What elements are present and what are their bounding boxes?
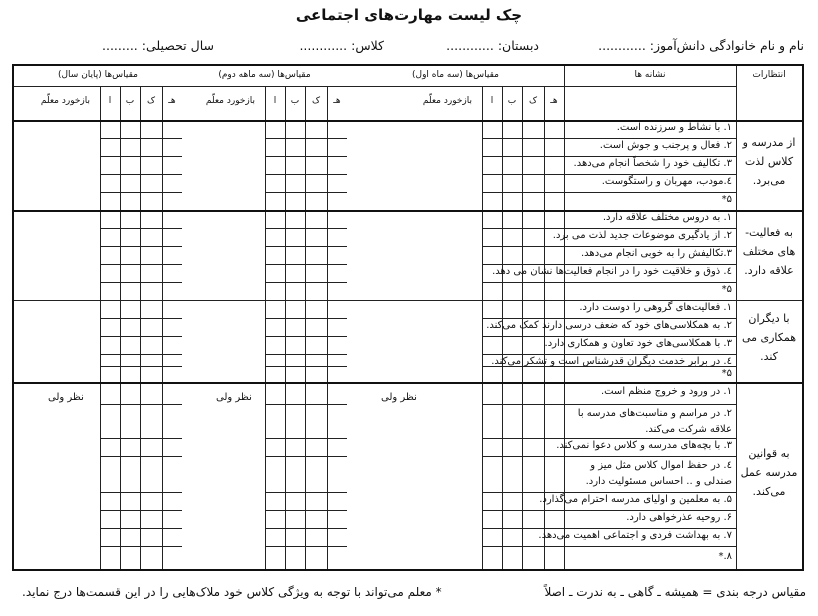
item-row-rule (564, 336, 736, 337)
item-row-rule (482, 138, 564, 139)
item-row-rule (100, 264, 182, 265)
item-row-rule (265, 438, 347, 439)
item-row-rule (265, 510, 347, 511)
header-expectations: انتظارات (752, 70, 786, 80)
item-row-rule (482, 192, 564, 193)
indicator-item: ۶. روحیه عذرخواهی دارد. (626, 512, 732, 523)
indicator-item: ۳. با همکلاسی‌های خود تعاون و همکاری دارد. (544, 338, 732, 349)
item-row-rule (265, 228, 347, 229)
section-rule (14, 300, 802, 301)
indicator-item: ٤. در برابر خدمت دیگران قدرشناس است و تشکر می‌کند. (491, 356, 732, 367)
item-row-rule (100, 282, 182, 283)
expectation-label: با دیگران همکاری می کند. (741, 312, 797, 363)
column-divider (736, 66, 737, 569)
item-row-rule (564, 138, 736, 139)
indicator-item: ٤. ذوق و خلاقیت خود را در انجام فعالیت‌ها نشان می دهد. (492, 266, 732, 277)
item-row-rule (482, 318, 564, 319)
indicator-item: ۵* (721, 368, 732, 379)
item-row-rule (265, 336, 347, 337)
scale-column-divider (482, 86, 483, 569)
item-row-rule (100, 366, 182, 367)
indicator-item: ۸.* (718, 550, 732, 562)
scale-column-divider (162, 86, 163, 569)
item-row-rule (100, 228, 182, 229)
item-row-rule (265, 174, 347, 175)
scale-subheader: ب (290, 96, 300, 106)
school-field: دبستان: ............ (446, 38, 539, 53)
item-row-rule (265, 318, 347, 319)
indicator-item: ۳. تکالیف خود را شخصاً انجام می‌دهد. (573, 158, 732, 169)
item-row-rule (564, 456, 736, 457)
item-row-rule (482, 246, 564, 247)
scale-group-header: مقیاس‌ها (سه ماهه دوم) (218, 70, 311, 80)
item-row-rule (564, 318, 736, 319)
scale-subheader: هـ (550, 96, 558, 106)
item-row-rule (482, 510, 564, 511)
indicator-item: ۲. در مراسم و مناسبت‌های مدرسه با علاقه شرکت می‌کند. (577, 408, 732, 435)
scale-subheader: هـ (333, 96, 341, 106)
item-row-rule (482, 336, 564, 337)
item-row-rule (482, 354, 564, 355)
item-row-rule (100, 246, 182, 247)
scale-column-divider (305, 86, 306, 569)
student-name-field: نام و نام خانوادگی دانش‌آموز: ............ (598, 38, 804, 53)
expectation-label: از مدرسه و کلاس لذت می‌برد. (742, 136, 796, 187)
item-row-rule (564, 492, 736, 493)
expectation-label: به فعالیت‌-های مختلف علاقه دارد. (742, 226, 796, 277)
item-row-rule (564, 282, 736, 283)
indicator-item: ۵* (721, 194, 732, 205)
item-row-rule (265, 282, 347, 283)
indicator-item: ۳. با بچه‌های مدرسه و کلاس دعوا نمی‌کند. (556, 440, 732, 451)
teacher-feedback-header: بازخورد معلّم (205, 96, 255, 106)
indicator-item: ۵* (721, 284, 732, 295)
item-row-rule (482, 456, 564, 457)
indicator-item: ۵. به معلمین و اولیای مدرسه احترام می‌گذارد. (539, 494, 732, 505)
item-row-rule (100, 156, 182, 157)
item-row-rule (265, 366, 347, 367)
header-divider (14, 86, 736, 87)
item-row-rule (482, 404, 564, 405)
teacher-feedback-header: بازخورد معلّم (40, 96, 90, 106)
section-rule (14, 382, 802, 384)
item-row-rule (100, 404, 182, 405)
item-row-rule (564, 438, 736, 439)
item-row-rule (265, 246, 347, 247)
parent-view-label: نظر ولی (216, 392, 252, 403)
scale-column-divider (327, 86, 328, 569)
item-row-rule (482, 546, 564, 547)
scale-subheader: ک (311, 96, 321, 106)
header-indicators: نشانه ها (634, 70, 666, 80)
scale-subheader: ا (108, 96, 112, 106)
student-info-row (14, 38, 804, 58)
item-row-rule (564, 404, 736, 405)
teacher-feedback-header: بازخورد معلّم (422, 96, 472, 106)
item-row-rule (564, 528, 736, 529)
item-row-rule (564, 192, 736, 193)
item-row-rule (265, 192, 347, 193)
scale-subheader: ا (490, 96, 494, 106)
scale-subheader: ب (507, 96, 517, 106)
item-row-rule (100, 456, 182, 457)
indicator-item: ۱. فعالیت‌های گروهی را دوست دارد. (579, 302, 732, 313)
expectation-label: به قوانین مدرسه عمل می‌کند. (740, 446, 798, 498)
indicator-item: ۲. به همکلاسی‌های خود که ضعف درسی دارند کمک می‌کند. (486, 320, 732, 331)
item-row-rule (564, 246, 736, 247)
parent-view-label: نظر ولی (48, 392, 84, 403)
item-row-rule (564, 510, 736, 511)
footer-scale: مقیاس درجه بندی = همیشه ـ گاهی ـ به ندرت ـ اصلاً (544, 585, 806, 599)
item-row-rule (564, 228, 736, 229)
checklist-table (14, 66, 802, 569)
scale-column-divider (140, 86, 141, 569)
item-row-rule (265, 138, 347, 139)
scale-subheader: ا (273, 96, 277, 106)
item-row-rule (265, 404, 347, 405)
item-row-rule (100, 528, 182, 529)
item-row-rule (482, 282, 564, 283)
item-row-rule (482, 156, 564, 157)
item-row-rule (265, 546, 347, 547)
item-row-rule (265, 354, 347, 355)
item-row-rule (100, 438, 182, 439)
scale-column-divider (100, 86, 101, 569)
item-row-rule (564, 174, 736, 175)
item-row-rule (265, 528, 347, 529)
indicator-item: ۲. از یادگیری موضوعات جدید لذت می برد. (552, 230, 732, 241)
item-row-rule (482, 438, 564, 439)
item-row-rule (265, 156, 347, 157)
item-row-rule (100, 510, 182, 511)
item-row-rule (265, 456, 347, 457)
item-row-rule (100, 318, 182, 319)
item-row-rule (265, 492, 347, 493)
item-row-rule (564, 156, 736, 157)
indicator-item: ۷. به بهداشت فردی و اجتماعی اهمیت می‌دهد. (538, 530, 732, 541)
scale-subheader: ب (125, 96, 135, 106)
indicator-item: ۱. به دروس مختلف علاقه دارد. (602, 212, 732, 223)
page-title: چک لیست مهارت‌های اجتماعی (295, 6, 523, 24)
scale-subheader: ک (528, 96, 538, 106)
scale-group-header: مقیاس‌ها (سه ماه اول) (412, 70, 499, 80)
item-row-rule (482, 528, 564, 529)
footer-note: * معلم می‌تواند با توجه به ویژگی کلاس خود ملاک‌هایی را در این قسمت‌ها درج نماید. (22, 585, 442, 599)
indicator-item: ۲. فعال و پرجنب و جوش است. (599, 140, 732, 151)
scale-subheader: هـ (168, 96, 176, 106)
item-row-rule (482, 174, 564, 175)
item-row-rule (100, 174, 182, 175)
scale-group-header: مقیاس‌ها (پایان سال) (58, 70, 138, 80)
item-row-rule (100, 138, 182, 139)
item-row-rule (564, 546, 736, 547)
item-row-rule (265, 264, 347, 265)
item-row-rule (100, 546, 182, 547)
item-row-rule (564, 264, 736, 265)
indicator-item: ۳.تکالیفش را به خوبی انجام می‌دهد. (581, 248, 732, 259)
indicator-item: ٤. در حفظ اموال کلاس مثل میز و صندلی و .. احساس مسئولیت دارد. (585, 460, 732, 487)
class-field: کلاس: ............ (299, 38, 384, 53)
school-year-field: سال تحصیلی: ......... (102, 38, 214, 53)
item-row-rule (100, 354, 182, 355)
item-row-rule (100, 192, 182, 193)
indicator-item: ۱. در ورود و خروج منظم است. (600, 386, 732, 397)
parent-view-label: نظر ولی (381, 392, 417, 403)
scale-column-divider (120, 86, 121, 569)
indicator-item: ٤.مودب، مهربان و راستگوست. (601, 176, 732, 187)
scale-column-divider (265, 86, 266, 569)
item-row-rule (100, 336, 182, 337)
item-row-rule (564, 354, 736, 355)
scale-column-divider (285, 86, 286, 569)
item-row-rule (482, 492, 564, 493)
item-row-rule (482, 228, 564, 229)
item-row-rule (100, 492, 182, 493)
scale-subheader: ک (146, 96, 156, 106)
item-row-rule (482, 264, 564, 265)
indicator-item: ۱. با نشاط و سرزنده است. (616, 122, 732, 133)
